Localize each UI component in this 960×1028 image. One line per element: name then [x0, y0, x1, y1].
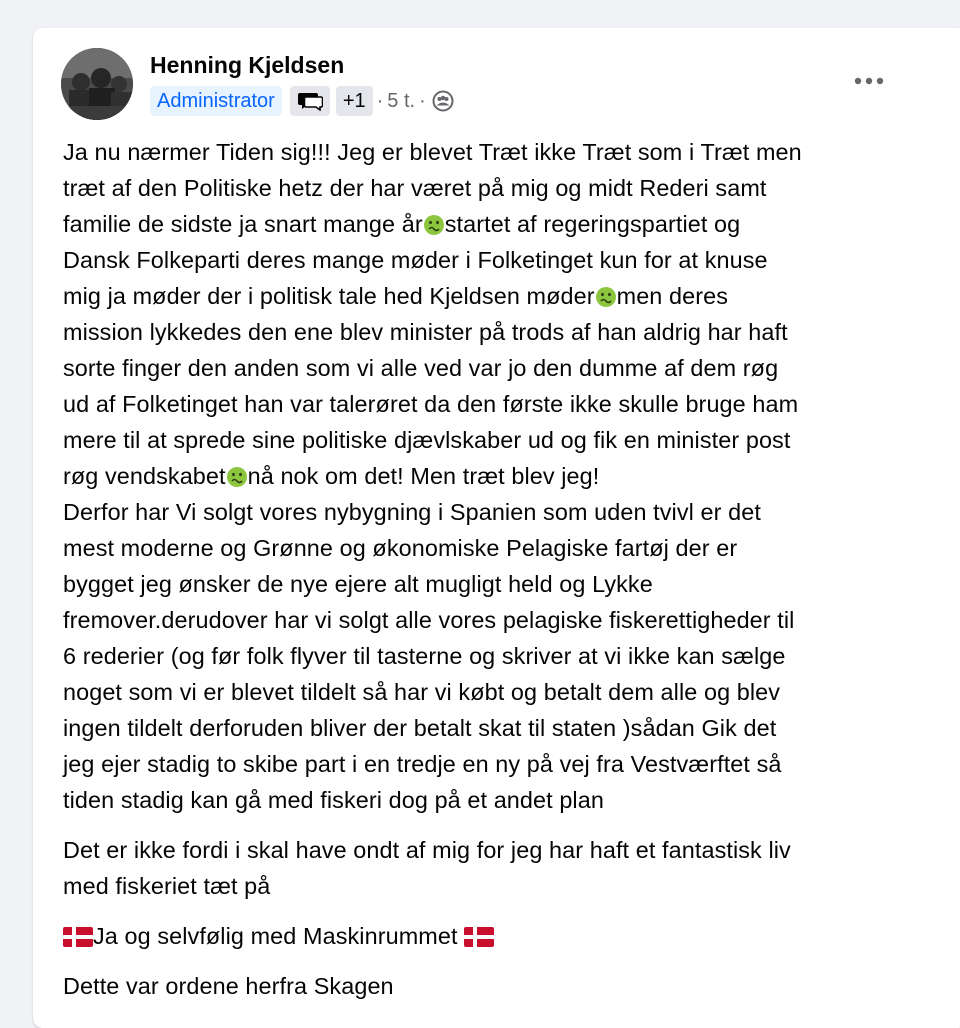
- post-text: [63, 134, 943, 1004]
- more-options-button[interactable]: [849, 66, 889, 96]
- post-paragraph: Ja nu nærmer Tiden sig!!! Jeg er blevet Træt ikke Træt som i Træt men træt af den Politiske hetz der har været på mig og midt Rederi samt familie de sidste ja snart mange år startet af regeringspartiet og Dansk Folkeparti deres mange møder i Folketinget kun for at knuse mig ja møder der i politisk tale hed Kjeldsen møder men deres mission lykkedes den ene blev minister på trods af han aldrig har haft sorte finger den anden som vi alle ved var jo den dumme af dem røg ud af Folketinget han var talerøret da den første ikke skulle bruge ham mere til at sprede sine politiske djævlskaber ud og fik en minister post røg vendskabet nå nok om det! Men træt blev jeg! Derfor har Vi solgt vores nybygning i Spanien som uden tvivl er det mest moderne og Grønne og økonomiske Pelagiske fartøj der er bygget jeg ønsker de nye ejere alt mugligt held og Lykke fremover.derudover har vi solgt alle vores pelagiske fiskerettigheder til 6 rederier (og før folk flyver til tasterne og skriver at vi ikke kan sælge noget som vi er blevet tildelt så har vi købt og betalt dem alle og blev ingen tildelt derforuden bliver der betalt skat til staten )sådan Gik det jeg ejer stadig to skibe part i en tredje en ny på vej fra Vestværftet så tiden stadig kan gå med fiskeri dog på et andet plan: [63, 139, 802, 813]
- admin-badge[interactable]: Administrator: [150, 86, 282, 116]
- nauseated-face-emoji-icon: [226, 466, 248, 488]
- post-paragraph: Dette var ordene herfra Skagen: [63, 973, 394, 999]
- post-timestamp[interactable]: 5 t.: [387, 89, 416, 112]
- nauseated-face-emoji-icon: [423, 214, 445, 236]
- nauseated-face-emoji-icon: [595, 286, 617, 308]
- meta-separator: ·: [376, 89, 384, 112]
- more-options-icon: [853, 77, 885, 85]
- extra-badges-count[interactable]: +1: [336, 86, 373, 116]
- conversation-starter-badge[interactable]: [290, 86, 330, 116]
- post-meta: [150, 85, 454, 117]
- post-paragraph: Ja og selvfølig med Maskinrummet: [63, 918, 943, 954]
- group-audience-icon[interactable]: [432, 90, 454, 112]
- denmark-flag-emoji-icon: [63, 926, 93, 948]
- denmark-flag-emoji-icon: [464, 926, 494, 948]
- profile-photo-icon: [61, 48, 133, 120]
- post-paragraph: Det er ikke fordi i skal have ondt af mig for jeg har haft et fantastisk liv med fiskeriet tæt på: [63, 837, 791, 899]
- conversation-starter-icon: [297, 91, 323, 111]
- meta-separator: ·: [419, 89, 426, 112]
- author-avatar[interactable]: [61, 48, 133, 120]
- post-card: [33, 28, 960, 1028]
- author-name[interactable]: Henning Kjeldsen: [150, 52, 345, 78]
